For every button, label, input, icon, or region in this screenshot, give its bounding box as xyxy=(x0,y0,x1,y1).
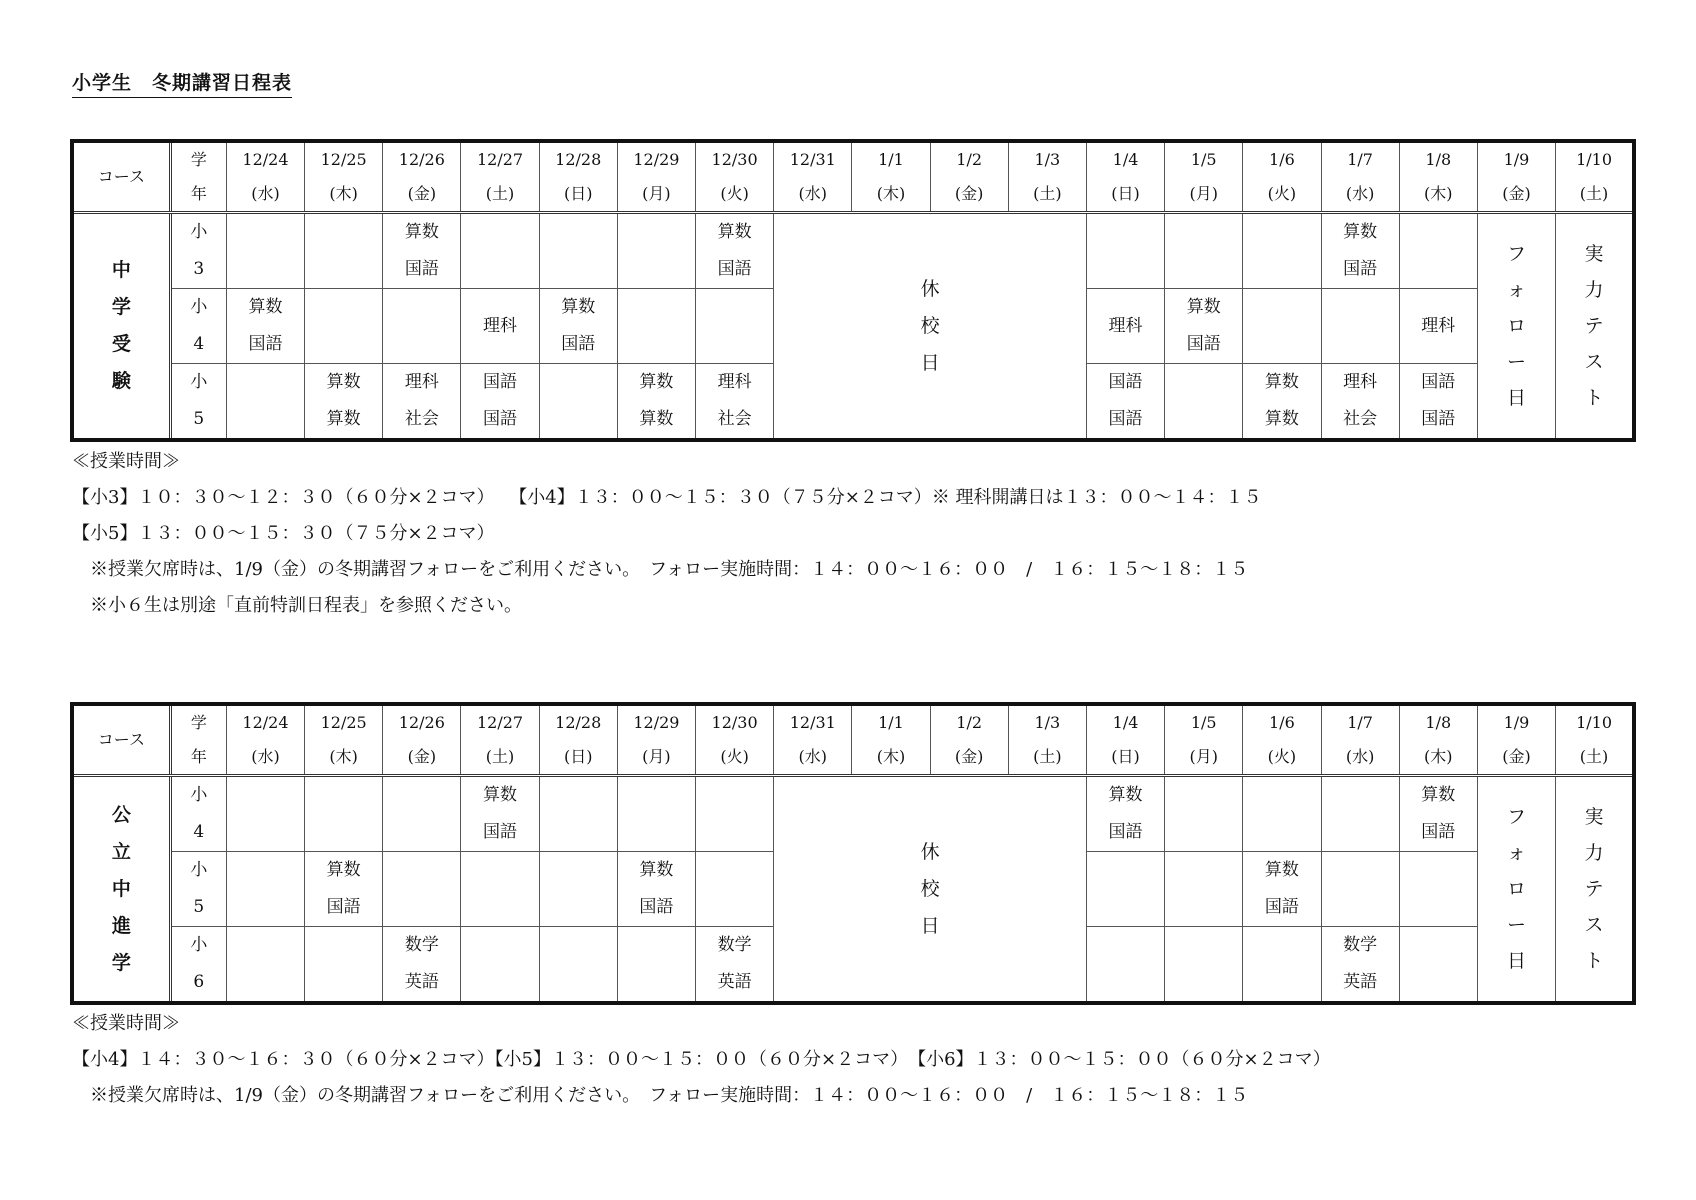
weekday-label: (土) xyxy=(1579,184,1609,203)
weekday-label: (火) xyxy=(720,747,749,766)
date-label: 12/25 xyxy=(320,150,367,169)
test-day-cell: 実 力 テ ス ト xyxy=(1556,776,1634,1004)
date-header xyxy=(774,704,852,776)
note-line: ≪授業時間≫ xyxy=(72,451,180,472)
class-cell: 算数 国語 xyxy=(1243,852,1321,927)
class-cell: 理科 社会 xyxy=(1321,364,1399,441)
date-header xyxy=(1243,704,1321,776)
date-header xyxy=(696,141,774,213)
date-label: 12/31 xyxy=(789,713,836,732)
class-cell: 国語 国語 xyxy=(1086,364,1164,441)
empty-cell xyxy=(226,776,304,852)
empty-cell xyxy=(1399,852,1477,927)
note-line: 【小5】１３：００～１５：３０（７５分×２コマ） xyxy=(72,523,495,544)
weekday-label: (日) xyxy=(1111,747,1140,766)
weekday-label: (水) xyxy=(798,184,828,203)
weekday-label: (木) xyxy=(876,184,906,203)
empty-cell xyxy=(305,289,383,364)
date-label: 1/8 xyxy=(1425,150,1452,169)
date-label: 1/2 xyxy=(956,713,983,732)
date-header xyxy=(1243,141,1321,213)
weekday-label: (月) xyxy=(1189,184,1218,203)
note-line: ※小６生は別途「直前特訓日程表」を参照ください。 xyxy=(72,595,522,616)
date-label: 1/5 xyxy=(1190,713,1217,732)
empty-cell xyxy=(539,927,617,1004)
empty-cell xyxy=(305,213,383,289)
empty-cell xyxy=(1086,852,1164,927)
weekday-label: (木) xyxy=(1424,184,1453,203)
weekday-label: (水) xyxy=(1345,747,1375,766)
date-header xyxy=(383,704,461,776)
empty-cell xyxy=(1165,213,1243,289)
empty-cell xyxy=(539,213,617,289)
date-header xyxy=(1321,704,1399,776)
weekday-label: (水) xyxy=(251,184,280,203)
date-header xyxy=(1556,141,1634,213)
date-header xyxy=(617,141,695,213)
weekday-label: (水) xyxy=(251,747,280,766)
date-label: 1/4 xyxy=(1112,713,1139,732)
empty-cell xyxy=(383,852,461,927)
grade-cell: 小 4 xyxy=(170,776,226,852)
schedule-table-koritsu xyxy=(70,702,1636,1005)
weekday-label: (金) xyxy=(407,747,437,766)
date-label: 12/27 xyxy=(476,713,524,732)
date-header xyxy=(930,704,1008,776)
empty-cell xyxy=(1165,364,1243,441)
date-header xyxy=(461,141,539,213)
weekday-label: (土) xyxy=(485,747,515,766)
weekday-label: (金) xyxy=(1502,184,1531,203)
empty-cell xyxy=(539,852,617,927)
class-cell: 理科 社会 xyxy=(696,364,774,441)
grade-cell: 小 5 xyxy=(170,364,226,441)
empty-cell xyxy=(539,364,617,441)
date-label: 12/24 xyxy=(242,150,289,169)
class-cell: 算数 国語 xyxy=(617,852,695,927)
empty-cell xyxy=(696,289,774,364)
date-label: 1/1 xyxy=(878,150,904,169)
date-label: 1/7 xyxy=(1347,713,1373,732)
date-label: 12/30 xyxy=(711,150,758,169)
grade-row xyxy=(72,776,1634,852)
date-label: 1/9 xyxy=(1503,150,1530,169)
class-cell: 算数 算数 xyxy=(305,364,383,441)
date-label: 1/6 xyxy=(1269,150,1295,169)
note-line: ※授業欠席時は、1/9（金）の冬期講習フォローをご利用ください。 フォロー実施時間：１４：００～１６：００ / １６：１５～１８：１５ xyxy=(72,1085,1249,1106)
date-label: 1/7 xyxy=(1347,150,1373,169)
weekday-label: (月) xyxy=(642,747,671,766)
note-line: 【小4】１４：３０～１６：３０（６０分×２コマ）【小5】１３：００～１５：００（６０分×２コマ） 【小6】１３：００～１５：００（６０分×２コマ） xyxy=(72,1049,1331,1070)
empty-cell xyxy=(226,364,304,441)
date-header xyxy=(461,704,539,776)
empty-cell xyxy=(383,776,461,852)
holiday-cell: 休 校 日 xyxy=(774,213,1087,441)
empty-cell xyxy=(1399,927,1477,1004)
class-cell: 算数 国語 xyxy=(1399,776,1477,852)
date-header xyxy=(1399,141,1477,213)
grade-row xyxy=(72,213,1634,289)
class-cell: 理科 社会 xyxy=(383,364,461,441)
class-cell: 算数 国語 xyxy=(461,776,539,852)
weekday-label: (金) xyxy=(954,747,984,766)
header-row xyxy=(72,141,1634,213)
empty-cell xyxy=(1165,776,1243,852)
course-name: 中 学 受 験 xyxy=(72,213,170,441)
date-header xyxy=(305,704,383,776)
empty-cell xyxy=(1243,776,1321,852)
empty-cell xyxy=(461,213,539,289)
class-cell: 国語 国語 xyxy=(1399,364,1477,441)
empty-cell xyxy=(1086,213,1164,289)
weekday-label: (金) xyxy=(407,184,437,203)
empty-cell xyxy=(617,776,695,852)
page-title: 小学生 冬期講習日程表 xyxy=(72,68,292,98)
date-header xyxy=(1008,141,1086,213)
weekday-label: (木) xyxy=(1424,747,1453,766)
class-time-notes-juken xyxy=(72,444,1262,624)
holiday-cell: 休 校 日 xyxy=(774,776,1087,1004)
empty-cell xyxy=(1399,213,1477,289)
weekday-label: (日) xyxy=(1111,184,1140,203)
date-label: 1/6 xyxy=(1269,713,1295,732)
weekday-label: (土) xyxy=(485,184,515,203)
empty-cell xyxy=(696,852,774,927)
course-header: コース xyxy=(72,141,170,213)
follow-day-cell: フ ォ ロ ー 日 xyxy=(1477,213,1555,441)
date-label: 12/26 xyxy=(398,713,445,732)
date-header xyxy=(852,141,930,213)
weekday-label: (木) xyxy=(876,747,906,766)
date-header xyxy=(1477,141,1555,213)
weekday-label: (日) xyxy=(563,184,593,203)
date-header xyxy=(1165,141,1243,213)
weekday-label: (月) xyxy=(1189,747,1218,766)
date-label: 1/10 xyxy=(1576,150,1612,169)
weekday-label: (日) xyxy=(563,747,593,766)
empty-cell xyxy=(1086,927,1164,1004)
weekday-label: (月) xyxy=(642,184,671,203)
empty-cell xyxy=(696,776,774,852)
date-label: 1/8 xyxy=(1425,713,1452,732)
grade-cell: 小 4 xyxy=(170,289,226,364)
class-cell: 算数 国語 xyxy=(305,852,383,927)
date-header xyxy=(1165,704,1243,776)
grade-header: 学 年 xyxy=(170,141,226,213)
empty-cell xyxy=(1243,927,1321,1004)
empty-cell xyxy=(461,852,539,927)
empty-cell xyxy=(305,776,383,852)
follow-day-cell: フ ォ ロ ー 日 xyxy=(1477,776,1555,1004)
weekday-label: (土) xyxy=(1579,747,1609,766)
date-header xyxy=(1086,141,1164,213)
date-label: 12/29 xyxy=(633,713,680,732)
weekday-label: (金) xyxy=(954,184,984,203)
date-label: 12/28 xyxy=(555,713,602,732)
empty-cell xyxy=(539,776,617,852)
empty-cell xyxy=(461,927,539,1004)
class-cell: 数学 英語 xyxy=(696,927,774,1004)
class-cell: 算数 算数 xyxy=(1243,364,1321,441)
empty-cell xyxy=(1321,776,1399,852)
class-cell: 算数 国語 xyxy=(1321,213,1399,289)
weekday-label: (木) xyxy=(329,184,358,203)
date-label: 1/2 xyxy=(956,150,983,169)
course-header: コース xyxy=(72,704,170,776)
date-label: 12/25 xyxy=(320,713,367,732)
course-name: 公 立 中 進 学 xyxy=(72,776,170,1004)
date-header xyxy=(305,141,383,213)
date-label: 1/1 xyxy=(878,713,904,732)
header-row xyxy=(72,704,1634,776)
empty-cell xyxy=(226,213,304,289)
date-label: 12/24 xyxy=(242,713,289,732)
date-header xyxy=(1008,704,1086,776)
empty-cell xyxy=(617,213,695,289)
date-header xyxy=(1477,704,1555,776)
date-header xyxy=(539,704,617,776)
class-cell: 算数 国語 xyxy=(226,289,304,364)
class-cell: 数学 英語 xyxy=(1321,927,1399,1004)
grade-cell: 小 6 xyxy=(170,927,226,1004)
class-cell: 算数 国語 xyxy=(1086,776,1164,852)
class-time-notes-koritsu xyxy=(72,1006,1331,1114)
date-header xyxy=(617,704,695,776)
date-label: 12/28 xyxy=(555,150,602,169)
empty-cell xyxy=(1165,852,1243,927)
class-cell: 算数 国語 xyxy=(1165,289,1243,364)
weekday-label: (金) xyxy=(1502,747,1531,766)
schedule-table-juken xyxy=(70,139,1636,442)
class-cell: 理科 xyxy=(1086,289,1164,364)
date-header xyxy=(226,141,304,213)
empty-cell xyxy=(383,289,461,364)
empty-cell xyxy=(1243,289,1321,364)
date-header xyxy=(930,141,1008,213)
note-line: 【小3】１０：３０～１２：３０（６０分×２コマ） 【小4】１３：００～１５：３０（７５分×２コマ）※ 理科開講日は１３：００～１４：１５ xyxy=(72,487,1262,508)
grade-header: 学 年 xyxy=(170,704,226,776)
weekday-label: (火) xyxy=(1267,184,1297,203)
empty-cell xyxy=(226,852,304,927)
weekday-label: (火) xyxy=(1267,747,1297,766)
class-cell: 算数 国語 xyxy=(696,213,774,289)
weekday-label: (水) xyxy=(798,747,828,766)
date-label: 1/9 xyxy=(1503,713,1530,732)
date-label: 12/31 xyxy=(789,150,836,169)
date-header xyxy=(696,704,774,776)
empty-cell xyxy=(1243,213,1321,289)
grade-cell: 小 5 xyxy=(170,852,226,927)
note-line: ≪授業時間≫ xyxy=(72,1013,180,1034)
date-label: 12/26 xyxy=(398,150,445,169)
grade-cell: 小 3 xyxy=(170,213,226,289)
date-label: 1/3 xyxy=(1034,150,1061,169)
date-label: 1/10 xyxy=(1576,713,1612,732)
class-cell: 理科 xyxy=(1399,289,1477,364)
date-header xyxy=(539,141,617,213)
date-header xyxy=(774,141,852,213)
date-label: 12/27 xyxy=(476,150,524,169)
date-label: 1/5 xyxy=(1190,150,1217,169)
class-cell: 算数 算数 xyxy=(617,364,695,441)
weekday-label: (土) xyxy=(1033,184,1062,203)
date-header xyxy=(383,141,461,213)
date-header xyxy=(1399,704,1477,776)
date-header xyxy=(852,704,930,776)
note-line: ※授業欠席時は、1/9（金）の冬期講習フォローをご利用ください。 フォロー実施時間：１４：００～１６：００ / １６：１５～１８：１５ xyxy=(72,559,1249,580)
weekday-label: (木) xyxy=(329,747,358,766)
date-label: 12/30 xyxy=(711,713,758,732)
class-cell: 数学 英語 xyxy=(383,927,461,1004)
date-header xyxy=(1556,704,1634,776)
date-label: 1/3 xyxy=(1034,713,1061,732)
weekday-label: (火) xyxy=(720,184,749,203)
class-cell: 理科 xyxy=(461,289,539,364)
empty-cell xyxy=(305,927,383,1004)
empty-cell xyxy=(1165,927,1243,1004)
date-header xyxy=(1086,704,1164,776)
class-cell: 国語 国語 xyxy=(461,364,539,441)
date-header xyxy=(226,704,304,776)
class-cell: 算数 国語 xyxy=(539,289,617,364)
empty-cell xyxy=(617,927,695,1004)
empty-cell xyxy=(1321,289,1399,364)
test-day-cell: 実 力 テ ス ト xyxy=(1556,213,1634,441)
date-header xyxy=(1321,141,1399,213)
empty-cell xyxy=(617,289,695,364)
date-label: 12/29 xyxy=(633,150,680,169)
weekday-label: (水) xyxy=(1345,184,1375,203)
class-cell: 算数 国語 xyxy=(383,213,461,289)
empty-cell xyxy=(1321,852,1399,927)
empty-cell xyxy=(226,927,304,1004)
date-label: 1/4 xyxy=(1112,150,1139,169)
weekday-label: (土) xyxy=(1033,747,1062,766)
